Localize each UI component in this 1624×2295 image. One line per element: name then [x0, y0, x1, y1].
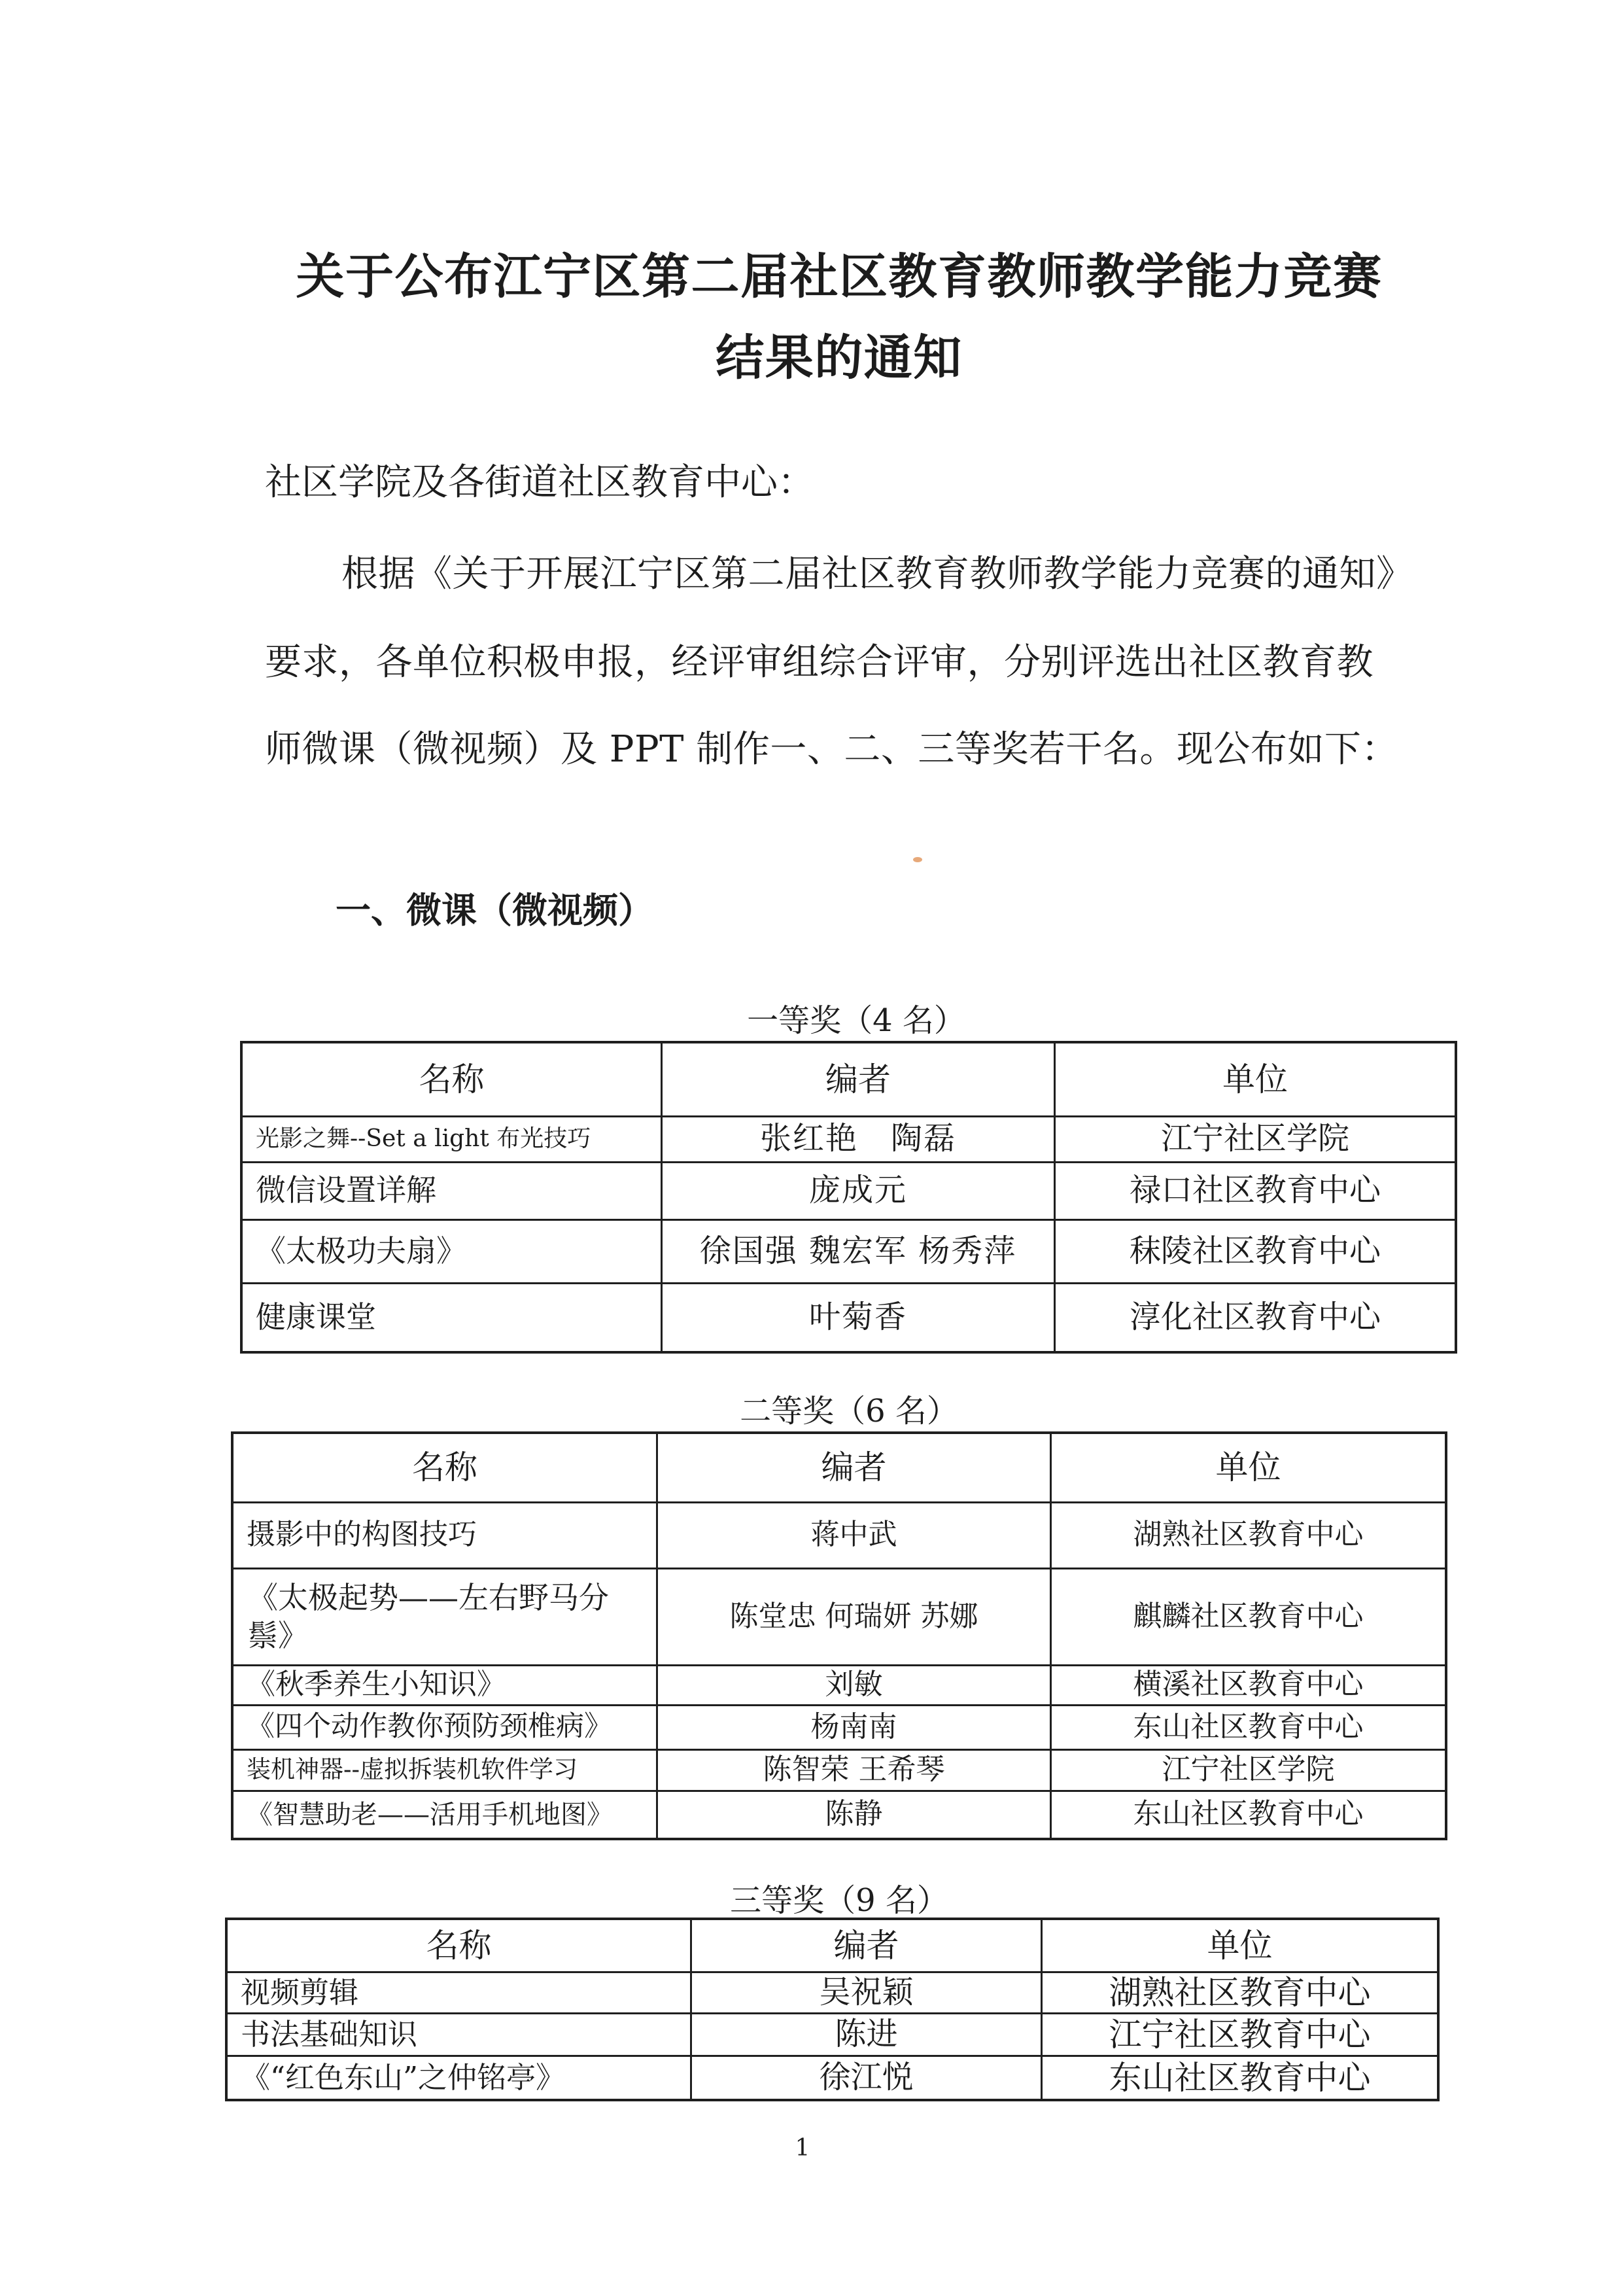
table-row [232, 1568, 1446, 1665]
entry-unit-cell: 湖熟社区教育中心 [1042, 1972, 1439, 2013]
notice-title-line-1: 关于公布江宁区第二届社区教育教师教学能力竞赛 [296, 249, 1383, 305]
entry-authors-cell: 叶菊香 [662, 1283, 1055, 1352]
table-row [241, 1116, 1456, 1162]
first-prize-table [240, 1041, 1457, 1354]
entry-authors-cell: 徐国强 魏宏军 杨秀萍 [662, 1219, 1055, 1283]
entry-title-cell: 《秋季养生小知识》 [232, 1665, 657, 1705]
third-prize-caption: 三等奖（9 名） [730, 1882, 948, 1919]
table-row [232, 1791, 1446, 1839]
entry-title-cell: 微信设置详解 [241, 1162, 662, 1219]
table-row [232, 1705, 1446, 1749]
entry-authors-cell: 陈静 [657, 1791, 1051, 1839]
entry-unit-cell: 东山社区教育中心 [1051, 1705, 1447, 1749]
column-header-title: 名称 [241, 1042, 662, 1116]
table-row [226, 2013, 1438, 2056]
entry-title-cell: 《“红色东山”之仲铭亭》 [226, 2056, 691, 2100]
entry-unit-cell: 秣陵社区教育中心 [1055, 1219, 1457, 1283]
table-row [226, 1972, 1438, 2013]
entry-title-cell: 健康课堂 [241, 1283, 662, 1352]
table-header-row [232, 1433, 1446, 1502]
salutation: 社区学院及各街道社区教育中心： [265, 461, 814, 504]
table-row [226, 2056, 1438, 2100]
entry-unit-cell: 江宁社区学院 [1055, 1116, 1457, 1162]
table-row [232, 1749, 1446, 1791]
entry-authors-cell: 徐江悦 [691, 2056, 1042, 2100]
column-header-authors: 编者 [657, 1433, 1051, 1502]
third-prize-table [225, 1918, 1440, 2101]
entry-unit-cell: 江宁社区学院 [1051, 1749, 1447, 1791]
body-text-line: 要求，各单位积极申报，经评审组综合评审，分别评选出社区教育教 [265, 641, 1373, 684]
body-text-line: 师微课（微视频）及 PPT 制作一、二、三等奖若干名。现公布如下： [265, 728, 1398, 771]
body-text-line: 根据《关于开展江宁区第二届社区教育教师教学能力竞赛的通知》 [341, 553, 1413, 595]
table-row [232, 1502, 1446, 1568]
scan-speck [913, 857, 922, 862]
entry-title-cell: 摄影中的构图技巧 [232, 1502, 657, 1568]
first-prize-caption: 一等奖（4 名） [747, 1002, 965, 1039]
table-header-row [241, 1042, 1456, 1116]
entry-title-cell: 《四个动作教你预防颈椎病》 [232, 1705, 657, 1749]
column-header-authors: 编者 [691, 1919, 1042, 1972]
entry-unit-cell: 江宁社区教育中心 [1042, 2013, 1439, 2056]
entry-unit-cell: 禄口社区教育中心 [1055, 1162, 1457, 1219]
column-header-title: 名称 [226, 1919, 691, 1972]
table-row [241, 1219, 1456, 1283]
entry-title-cell: 《太极功夫扇》 [241, 1219, 662, 1283]
entry-authors-cell: 刘敏 [657, 1665, 1051, 1705]
entry-title-cell: 《智慧助老——活用手机地图》 [232, 1791, 657, 1839]
entry-authors-cell: 庞成元 [662, 1162, 1055, 1219]
notice-title-line-2: 结果的通知 [716, 330, 963, 386]
table-row [232, 1665, 1446, 1705]
entry-unit-cell: 麒麟社区教育中心 [1051, 1568, 1447, 1665]
second-prize-table [231, 1431, 1447, 1840]
second-prize-caption: 二等奖（6 名） [740, 1393, 958, 1429]
entry-authors-cell: 杨南南 [657, 1705, 1051, 1749]
column-header-unit: 单位 [1051, 1433, 1447, 1502]
entry-title-cell: 视频剪辑 [226, 1972, 691, 2013]
entry-title-cell: 书法基础知识 [226, 2013, 691, 2056]
entry-authors-cell: 陈进 [691, 2013, 1042, 2056]
column-header-title: 名称 [232, 1433, 657, 1502]
table-row [241, 1162, 1456, 1219]
column-header-unit: 单位 [1042, 1919, 1439, 1972]
entry-unit-cell: 湖熟社区教育中心 [1051, 1502, 1447, 1568]
entry-unit-cell: 淳化社区教育中心 [1055, 1283, 1457, 1352]
table-header-row [226, 1919, 1438, 1972]
entry-title-cell: 装机神器--虚拟拆装机软件学习 [232, 1749, 657, 1791]
entry-title-cell: 光影之舞--Set a light 布光技巧 [241, 1116, 662, 1162]
column-header-authors: 编者 [662, 1042, 1055, 1116]
entry-unit-cell: 横溪社区教育中心 [1051, 1665, 1447, 1705]
table-row [241, 1283, 1456, 1352]
entry-authors-cell: 吴祝颖 [691, 1972, 1042, 2013]
entry-unit-cell: 东山社区教育中心 [1051, 1791, 1447, 1839]
entry-title-cell: 《太极起势——左右野马分鬃》 [232, 1568, 657, 1665]
page-number: 1 [795, 2135, 810, 2162]
column-header-unit: 单位 [1055, 1042, 1457, 1116]
entry-authors-cell: 陈智荣 王希琴 [657, 1749, 1051, 1791]
entry-authors-cell: 陈堂忠 何瑞妍 苏娜 [657, 1568, 1051, 1665]
entry-unit-cell: 东山社区教育中心 [1042, 2056, 1439, 2100]
section-heading: 一、微课（微视频） [336, 889, 653, 931]
entry-authors-cell: 蒋中武 [657, 1502, 1051, 1568]
entry-authors-cell: 张红艳 陶磊 [662, 1116, 1055, 1162]
